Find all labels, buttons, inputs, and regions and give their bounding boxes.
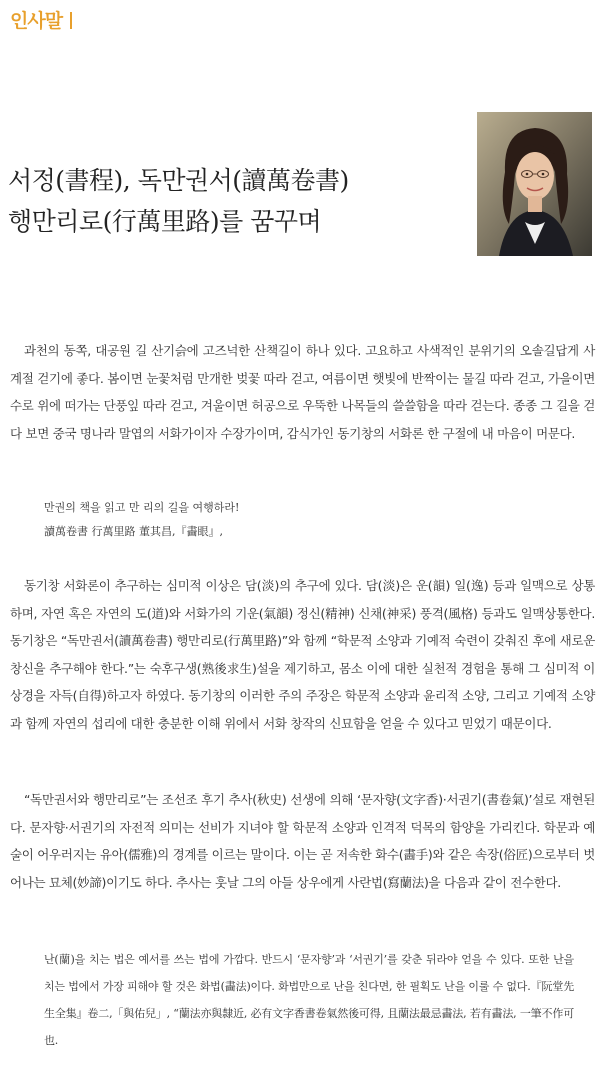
paragraph-1 <box>10 337 595 447</box>
paragraph-2 <box>10 572 595 737</box>
paragraph-3-text: “독만권서와 행만리로”는 조선조 후기 추사(秋史) 선생에 의해 ‘문자향(文字香)·서권기(書卷氣)’설로 재현된다. 문자향·서권기의 자전적 의미는 선비가 지녀야 할 학문적 소양과 인격적 덕목의 함양을 가리킨다. 학문과 예술이 어우러지는 유아(儒雅)의 경계를 이르는 말이다. 이는 곧 저속한 화수(畵手)와 같은 속장(俗匠)으로부터 벗어나는 묘체(妙諦)이기도 하다. 추사는 훗날 그의 아들 상우에게 사란법(寫蘭法)을 다음과 같이 전수한다. <box>10 792 595 890</box>
title-line-2: 행만리로(行萬里路)를 꿈꾸며 <box>8 207 322 236</box>
quote-1-line-1: 만권의 책을 읽고 만 리의 길을 여행하라! <box>44 501 240 514</box>
paragraph-3 <box>10 786 595 896</box>
section-label <box>10 6 72 33</box>
quote-2-text: 난(蘭)을 치는 법은 예서를 쓰는 법에 가깝다. 반드시 ‘문자향’과 ‘서권기’를 갖춘 뒤라야 얻을 수 있다. 또한 난을 치는 법에서 가장 피해야 할 것은 화법(畵法)이다. 화법만으로 난을 친다면, 한 필획도 난을 이룰 수 없다.『阮堂先生全集』卷二,「與佑兒」, “蘭法亦與隸近, 必有文字香書卷氣然後可得, 且蘭法最忌畵法, 若有畵法, 一筆不作可也. <box>44 953 574 1047</box>
paragraph-1-text: 과천의 동쪽, 대공원 길 산기슭에 고즈넉한 산책길이 하나 있다. 고요하고 사색적인 분위기의 오솔길답게 사계절 걷기에 좋다. 봄이면 눈꽃처럼 만개한 벚꽃 따라 걷고, 여름이면 햇빛에 반짝이는 물길 따라 걷고, 가을이면 수로 위에 떠가는 단풍잎 따라 걷고, 겨울이면 허공으로 우뚝한 나목들의 쓸쓸함을 따라 걷는다. 종종 그 길을 걷다 보면 중국 명나라 말엽의 서화가이자 수장가이며, 감식가인 동기창의 서화론 한 구절에 내 마음이 머문다. <box>10 343 595 441</box>
portrait-photo <box>477 112 592 256</box>
title-line-1: 서정(書程), 독만권서(讀萬卷書) <box>8 166 349 195</box>
quote-2 <box>44 946 574 1054</box>
section-label-text: 인사말 <box>10 10 63 32</box>
quote-1-line-2: 讀萬卷書 行萬里路 董其昌,『畵眼』, <box>44 525 223 538</box>
page-title <box>8 160 349 242</box>
section-divider <box>70 12 72 29</box>
paragraph-2-text: 동기창 서화론이 추구하는 심미적 이상은 담(淡)의 추구에 있다. 담(淡)은 운(韻) 일(逸) 등과 일맥으로 상통하며, 자연 혹은 자연의 도(道)와 서화가의 기운(氣韻) 정신(精神) 신채(神采) 풍격(風格) 등과도 일맥상통한다. 동기창은 “독만권서(讀萬卷書) 행만리로(行萬里路)”와 함께 “학문적 소양과 기예적 숙련이 갖춰진 후에 새로운 창신을 추구해야 한다.”는 숙후구생(熟後求生)설을 제기하고, 몸소 이에 대한 실천적 경험을 통해 그 심미적 이상경을 자득(自得)하고자 하였다. 동기창의 이러한 주의 주장은 학문적 소양과 윤리적 소양, 그리고 기예적 소양과 함께 자연의 섭리에 대한 충분한 이해 위에서 서화 창작의 신묘함을 얻을 수 있다고 믿었기 때문이다. <box>10 578 595 731</box>
portrait-illustration <box>477 112 592 256</box>
quote-1 <box>44 496 574 544</box>
